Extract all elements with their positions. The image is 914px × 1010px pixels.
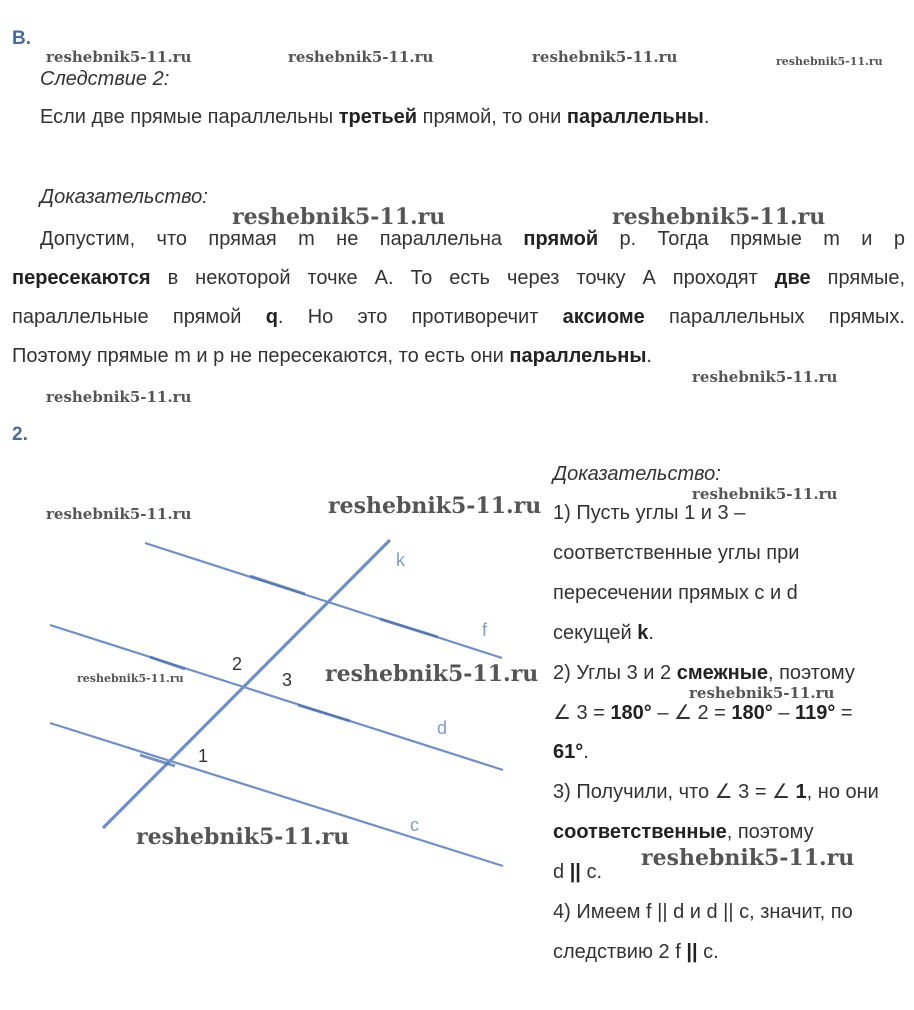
step-1-line-1: 1) Пусть углы 1 и 3 – [553, 502, 746, 524]
watermark: reshebnik5-11.ru [325, 661, 539, 687]
watermark: reshebnik5-11.ru [692, 368, 838, 386]
tick-f-2 [380, 619, 438, 637]
proof-title-2: Доказательство: [553, 463, 721, 485]
tick-d-2 [298, 705, 350, 721]
watermark: reshebnik5-11.ru [689, 684, 835, 702]
proof-title-v: Доказательство: [40, 186, 208, 208]
watermark: reshebnik5-11.ru [776, 55, 883, 68]
section-v-label: В. [12, 28, 31, 49]
watermark: reshebnik5-11.ru [328, 493, 542, 519]
watermark: reshebnik5-11.ru [46, 48, 192, 66]
section-2-label: 2. [12, 424, 28, 445]
watermark: reshebnik5-11.ru [46, 388, 192, 406]
line-f [145, 543, 502, 658]
proof-line-4: Поэтому прямые m и р не пересекаются, то есть они параллельны. [12, 345, 652, 367]
watermark: reshebnik5-11.ru [136, 824, 350, 850]
proof-steps [553, 494, 879, 973]
step-2-line-1: 2) Углы 3 и 2 смежные, поэтому [553, 661, 855, 684]
watermark: reshebnik5-11.ru [77, 672, 184, 685]
angle-label-1: 1 [198, 746, 209, 766]
proof-line-3: параллельные прямой q. Но это противоречит аксиоме параллельных прямых. [12, 306, 905, 328]
watermark: reshebnik5-11.ru [232, 204, 446, 230]
step-1-line-4: секущей k. [553, 621, 654, 644]
angle-label-3: 3 [282, 670, 293, 690]
watermark: reshebnik5-11.ru [612, 204, 826, 230]
label-d: d [437, 718, 448, 738]
watermark: reshebnik5-11.ru [641, 845, 855, 871]
tick-f-1 [250, 576, 305, 594]
watermark: reshebnik5-11.ru [288, 48, 434, 66]
watermark: reshebnik5-11.ru [46, 505, 192, 523]
step-3-line-3: d || с. [553, 861, 603, 884]
step-2-line-2: ∠ 3 = 180° – ∠ 2 = 180° – 119° = [553, 701, 853, 724]
line-d [50, 625, 503, 770]
proof-paragraph-v [12, 220, 905, 376]
step-4-line-1: 4) Имеем f || d и d || с, значит, по [553, 901, 853, 924]
proof-line-2: пересекаются в некоторой точке А. То есть через точку А проходят две прямые, [12, 267, 905, 289]
step-3-line-2: соответственные, поэтому [553, 821, 814, 844]
corollary-text: Если две прямые параллельны третьей прямой, то они параллельны. [40, 106, 710, 128]
label-c: c [410, 815, 419, 835]
step-4-line-2: следствию 2 f || с. [553, 940, 719, 963]
step-1-line-2: соответственные углы при [553, 541, 800, 564]
corollary-title: Следствие 2: [40, 68, 170, 90]
step-2-line-3: 61°. [553, 741, 589, 764]
angle-label-2: 2 [232, 654, 243, 674]
tick-d-1 [150, 657, 185, 669]
watermark: reshebnik5-11.ru [692, 485, 838, 503]
proof-line-1: Допустим, что прямая m не параллельна прямой р. Тогда прямые m и р [40, 228, 905, 250]
watermark: reshebnik5-11.ru [532, 48, 678, 66]
label-f: f [482, 620, 488, 640]
step-1-line-3: пересечении прямых с и d [553, 581, 798, 604]
label-k: k [396, 550, 405, 570]
step-3-line-1: 3) Получили, что ∠ 3 = ∠ 1, но они [553, 781, 879, 804]
